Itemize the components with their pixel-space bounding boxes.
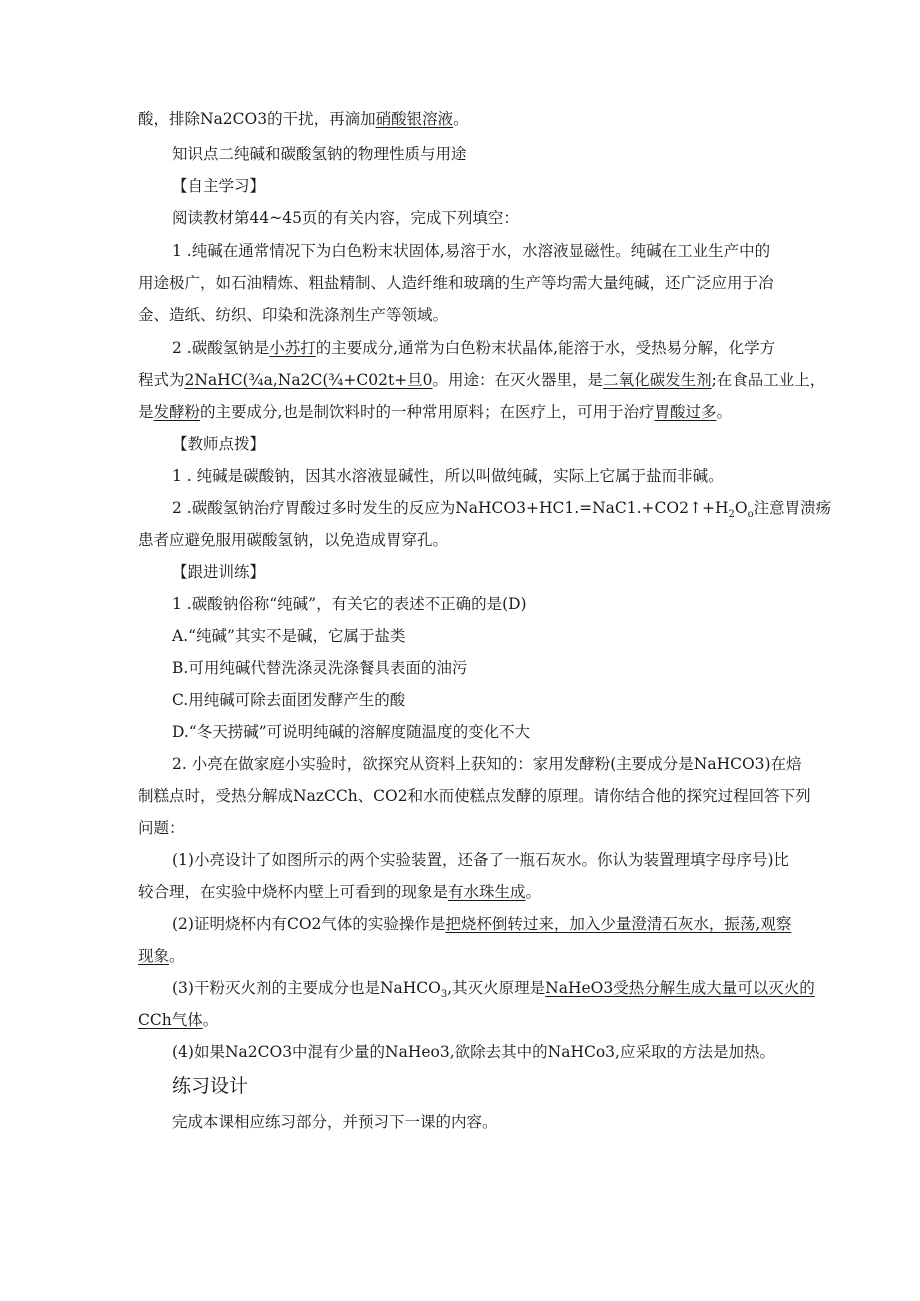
question-line: (4)如果Na2CO3中混有少量的NaHeo3,欲除去其中的NaHCo3,应采取的方法是加热。 (172, 1043, 775, 1061)
answer-underlined: 现象 (138, 947, 170, 965)
text-run: 酸，排除Na2CO3的干扰，再滴加 (138, 110, 376, 128)
paragraph-line: 用途极广，如石油精炼、粗盐精制、人造纤维和玻璃的生产等均需大量纯碱，还广泛应用于冶 (138, 274, 774, 292)
option-d: D.“冬天捞碱”可说明纯碱的溶解度随温度的变化不大 (172, 723, 531, 741)
question-line (138, 1009, 218, 1031)
question-line: (1)小亮设计了如图所示的两个实验装置，还备了一瓶石灰水。你认为装置理填字母序号)比 (172, 851, 790, 869)
paragraph-line: 完成本课相应练习部分，并预习下一课的内容。 (172, 1113, 498, 1131)
paragraph-line: 1 . 纯碱是碳酸钠，因其水溶液显碱性，所以叫做纯碱，实际上它属于盐而非碱。 (172, 467, 724, 485)
option-a: A.“纯碱”其实不是碱，它属于盐类 (172, 627, 406, 645)
paragraph-line (172, 497, 831, 526)
option-c: C.用纯碱可除去面团发酵产生的酸 (172, 691, 406, 709)
text-run: 。 (525, 883, 542, 901)
answer-underlined: 2NaHC(¾a,Na2C(¾+C02t+旦0 (184, 371, 433, 389)
question-line (138, 945, 185, 967)
question-line (172, 913, 791, 935)
section-title: 知识点二纯碱和碳酸氢钠的物理性质与用途 (172, 145, 467, 163)
paragraph-line (138, 369, 825, 391)
text-run: 2 .碳酸氢钠是 (172, 339, 270, 357)
text-run: 较合理，在实验中烧杯内壁上可看到的现象是 (138, 883, 449, 901)
text-run: 注意胃溃疡 (753, 499, 832, 517)
paragraph-line: 1 .纯碱在通常情况下为白色粉末状固体,易溶于水，水溶液显磁性。纯碱在工业生产中的 (172, 242, 771, 260)
answer-underlined: 发酵粉 (153, 403, 201, 421)
text-run: 的主要成分,也是制饮料时的一种常用原料；在医疗上，可用于治疗 (200, 403, 655, 421)
answer-underlined: 有水珠生成 (448, 883, 526, 901)
answer-underlined: 把烧杯倒转过来，加入少量澄清石灰水，振荡,观察 (445, 915, 792, 933)
text-line (138, 108, 469, 130)
subsection-label: 【自主学习】 (172, 177, 266, 195)
text-run: 。 (169, 947, 185, 965)
question-line: 2. 小亮在做家庭小实验时，欲探究从资料上获知的：家用发酵粉(主要成分是NaHCO3)在焙 (172, 755, 802, 773)
answer-underlined: 胃酸过多 (654, 403, 717, 421)
question-line: 制糕点时，受热分解成NazCCh、CO2和水而使糕点发酵的原理。请你结合他的探究过程回答下列 (138, 787, 811, 805)
question-line: 问题： (138, 819, 185, 837)
question-line: 1 .碳酸钠俗称“纯碱”，有关它的表述不正确的是(D) (172, 595, 527, 613)
question-line (138, 881, 541, 903)
option-b: B.可用纯碱代替洗涤灵洗涤餐具表面的油污 (172, 659, 468, 677)
text-run: 的主要成分,通常为白色粉末状晶体,能溶于水，受热易分解，化学方 (315, 339, 776, 357)
paragraph-line: 阅读教材第44~45页的有关内容，完成下列填空： (172, 209, 519, 227)
text-run: 。用途：在灭火器里，是 (432, 371, 604, 389)
subsection-label: 【跟进训练】 (172, 563, 266, 581)
subscript: 2 (728, 509, 735, 521)
paragraph-line (138, 401, 732, 423)
text-run: 程式为 (138, 371, 185, 389)
answer-underlined: 小苏打 (269, 339, 316, 357)
answer-underlined: 二氧化碳发生剂 (603, 371, 712, 389)
answer-underlined: 硝酸银溶液 (375, 110, 454, 128)
text-run: ;在食品工业上， (711, 371, 826, 389)
text-run: ,其灭火原理是 (447, 979, 546, 997)
subsection-label: 【教师点拨】 (172, 435, 266, 453)
text-run: 。 (453, 110, 469, 128)
text-run: O (734, 499, 748, 517)
text-run: 。 (202, 1011, 219, 1029)
paragraph-line: 患者应避免服用碳酸氢钠，以免造成胃穿孔。 (138, 531, 449, 549)
section-heading: 练习设计 (172, 1075, 249, 1097)
subscript: o (747, 509, 754, 521)
text-run: (2)证明烧杯内有CO2气体的实验操作是 (172, 915, 446, 933)
text-run: 是 (138, 403, 154, 421)
paragraph-line: 金、造纸、纺织、印染和洗涤剂生产等领域。 (138, 306, 449, 324)
question-line (172, 977, 815, 1006)
text-run: 2 .碳酸氢钠治疗胃酸过多时发生的反应为NaHCO3+HC1.=NaC1.+CO2↑+H (172, 499, 729, 517)
answer-underlined: CCh气体 (138, 1011, 203, 1029)
text-run: (3)干粉灭火剂的主要成分也是NaHCO (172, 979, 441, 997)
text-run: 。 (716, 403, 732, 421)
subscript: 3 (440, 989, 448, 1001)
paragraph-line (172, 337, 775, 359)
answer-underlined: NaHeO3受热分解生成大量可以灭火的 (545, 979, 815, 997)
